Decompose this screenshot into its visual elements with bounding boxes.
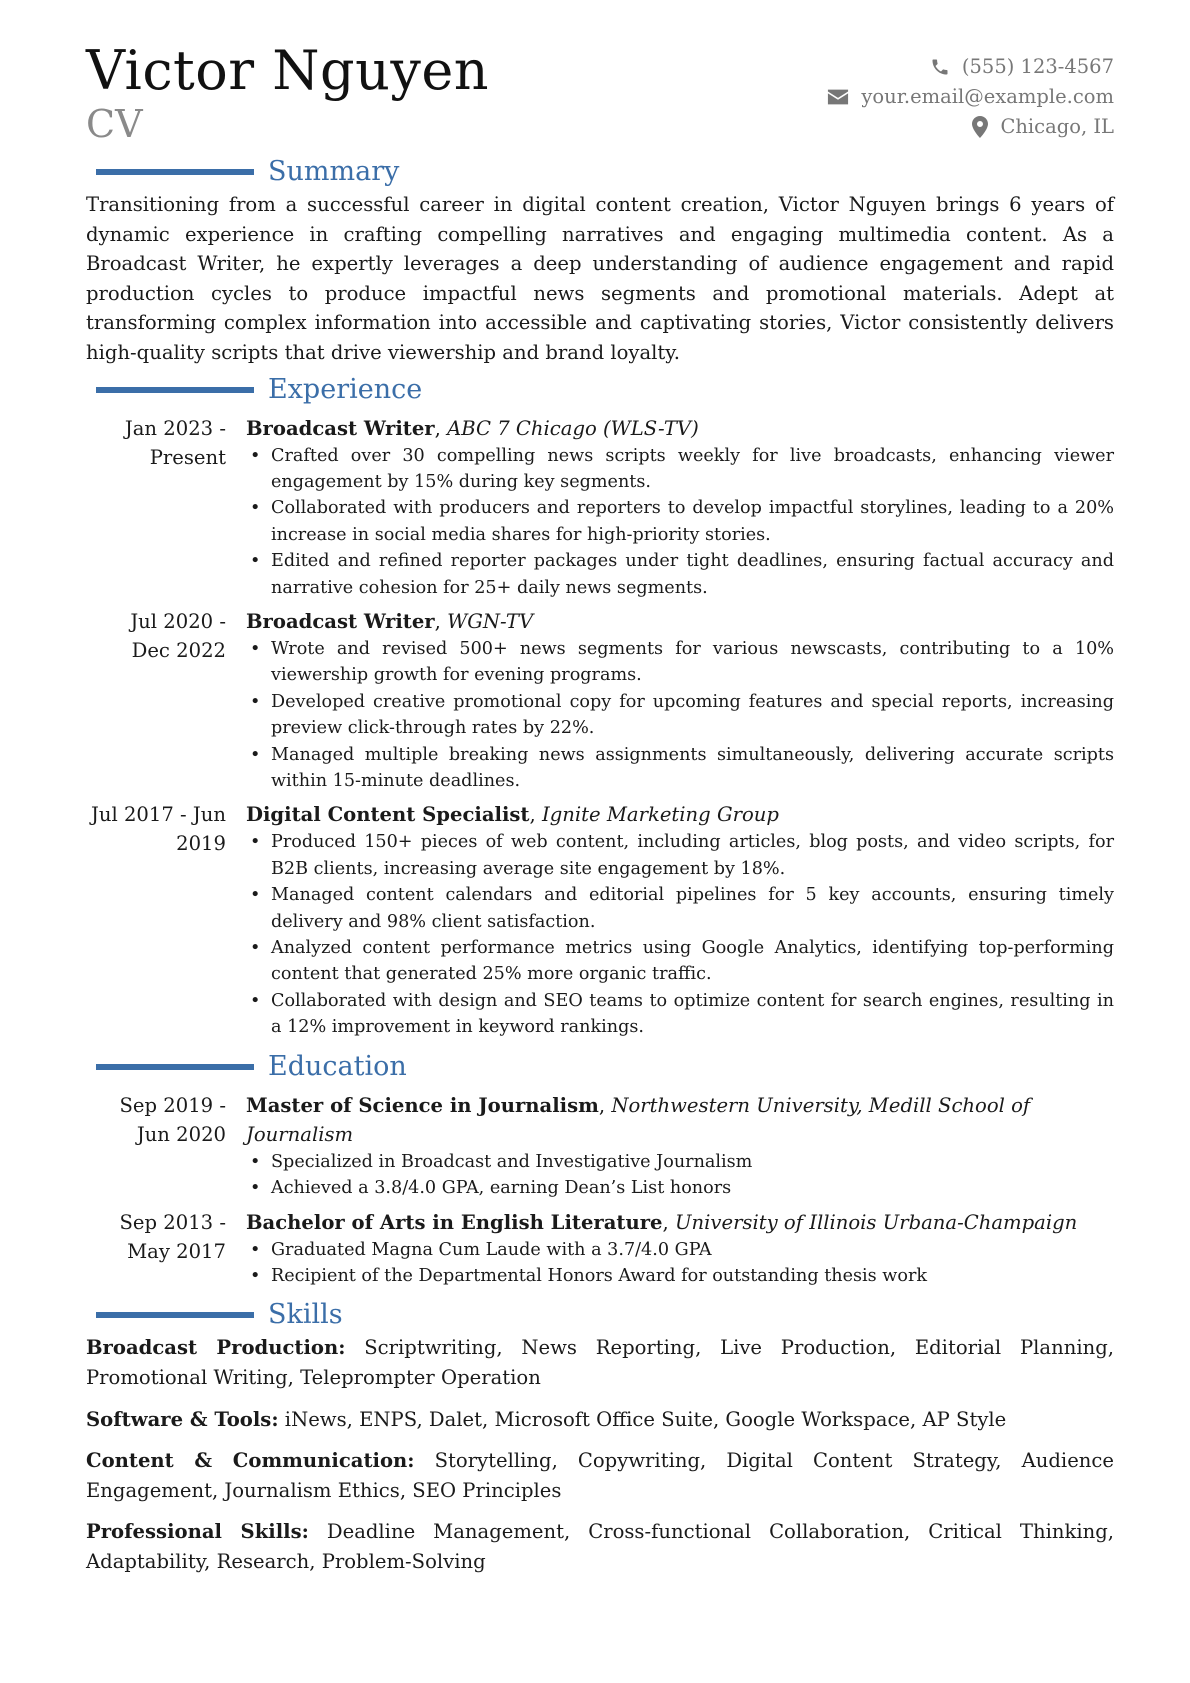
entry-title: Broadcast Writer, ABC 7 Chicago (WLS-TV) (246, 416, 699, 440)
entry-title: Master of Science in Journalism, Northwestern University, Medill School of Journalism (246, 1093, 1031, 1146)
section-divider-bar (96, 387, 254, 393)
entry-bullets (246, 829, 1114, 1040)
entry-role: Broadcast Writer (246, 610, 435, 633)
section-title: Summary (268, 156, 400, 187)
entry-title: Broadcast Writer, WGN-TV (246, 610, 534, 633)
bullet-item: • Developed creative promotional copy for upcoming features and special reports, increasing preview click-through rates by 22%. (246, 689, 1114, 742)
section-experience-heading (86, 372, 1114, 408)
document-subtitle: CV (86, 102, 143, 146)
entry-date: Jul 2020 - Dec 2022 (130, 610, 226, 662)
bullet-item: • Produced 150+ pieces of web content, including articles, blog posts, and video scripts, for B2B clients, increasing average site engagement by 18%. (246, 829, 1114, 882)
entry-date: Sep 2019 - Jun 2020 (119, 1093, 226, 1146)
skill-group (86, 1333, 1114, 1392)
bullet-item: • Managed multiple breaking news assignments simultaneously, delivering accurate scripts within 15-minute deadlines. (246, 742, 1114, 795)
skill-items: Scriptwriting, News Reporting, Live Production, Editorial Planning, Promotional Writing, Teleprompter Operation (86, 1336, 1114, 1389)
contact-location (827, 112, 1114, 142)
entry-degree: Bachelor of Arts in English Literature (246, 1210, 663, 1234)
entry-role: Digital Content Specialist (246, 803, 530, 827)
entry-school: Northwestern University, Medill School of Journalism (246, 1093, 1031, 1146)
entry-org: WGN-TV (447, 610, 534, 633)
bullet-item: • Wrote and revised 500+ news segments for various newscasts, contributing to a 10% viewership growth for evening programs. (246, 636, 1114, 689)
section-title: Experience (268, 373, 423, 405)
section-divider-bar (96, 1312, 254, 1318)
contact-block (827, 52, 1114, 142)
contact-email (827, 82, 1114, 112)
section-divider-bar (96, 1064, 254, 1070)
cv-page (86, 40, 1114, 1588)
phone-text: (555) 123-4567 (961, 55, 1114, 78)
contact-phone (827, 52, 1114, 82)
section-education-heading (86, 1049, 1114, 1085)
entry-date: Jul 2017 - Jun 2019 (90, 803, 226, 856)
envelope-icon (827, 88, 849, 106)
entry-org: ABC 7 Chicago (WLS-TV) (447, 416, 699, 440)
bullet-item: • Collaborated with design and SEO teams to optimize content for search engines, resulting in a 12% improvement in keyword rankings. (246, 988, 1114, 1041)
skill-items: iNews, ENPS, Dalet, Microsoft Office Suite, Google Workspace, AP Style (284, 1407, 1007, 1431)
section-title: Skills (268, 1299, 343, 1331)
skill-group (86, 1517, 1114, 1576)
entry-title: Bachelor of Arts in English Literature, University of Illinois Urbana-Champaign (246, 1210, 1078, 1234)
experience-entry (86, 800, 1114, 1040)
entry-title: Digital Content Specialist, Ignite Marketing Group (246, 803, 779, 827)
skill-items: Deadline Management, Cross-functional Collaboration, Critical Thinking, Adaptability, Research, Problem-Solving (86, 1520, 1115, 1573)
section-divider-bar (96, 169, 254, 175)
skill-items: Storytelling, Copywriting, Digital Content Strategy, Audience Engagement, Journalism Ethics, SEO Principles (86, 1449, 1114, 1502)
email-link[interactable]: your.email@example.com (861, 85, 1114, 108)
bullet-item: • Recipient of the Departmental Honors Award for outstanding thesis work (246, 1263, 1114, 1289)
candidate-name: Victor Nguyen (86, 39, 490, 102)
entry-degree: Master of Science in Journalism (246, 1093, 599, 1117)
entry-role: Broadcast Writer (246, 416, 435, 440)
entry-date: Sep 2013 - May 2017 (119, 1210, 226, 1263)
entry-bullets (246, 636, 1114, 794)
skill-category: Professional Skills: (86, 1520, 309, 1544)
header (86, 40, 1114, 152)
education-entry (86, 1091, 1114, 1202)
section-skills-heading (86, 1297, 1114, 1333)
entry-bullets (246, 1149, 1114, 1202)
experience-entry (86, 607, 1114, 794)
bullet-item: • Edited and refined reporter packages under tight deadlines, ensuring factual accuracy and narrative cohesion for 25+ daily news segments. (246, 548, 1114, 601)
skill-group (86, 1446, 1114, 1505)
skill-category: Broadcast Production: (86, 1336, 346, 1360)
bullet-item: • Managed content calendars and editorial pipelines for 5 key accounts, ensuring timely delivery and 98% client satisfaction. (246, 882, 1114, 935)
bullet-item: • Analyzed content performance metrics using Google Analytics, identifying top-performing content that generated 25% more organic traffic. (246, 935, 1114, 988)
entry-bullets (246, 443, 1114, 601)
skill-category: Software & Tools: (86, 1407, 279, 1431)
map-pin-icon (972, 116, 988, 138)
entry-date: Jan 2023 - Present (124, 416, 226, 469)
experience-entry (86, 414, 1114, 601)
entry-org: Ignite Marketing Group (541, 803, 779, 827)
education-entry (86, 1208, 1114, 1290)
entry-school: University of Illinois Urbana-Champaign (675, 1210, 1078, 1234)
bullet-item: • Collaborated with producers and reporters to develop impactful storylines, leading to a 20% increase in social media shares for high-priority stories. (246, 495, 1114, 548)
phone-icon (930, 57, 950, 77)
section-title: Education (268, 1050, 407, 1082)
skill-group (86, 1405, 1114, 1435)
section-summary-heading (86, 154, 1114, 190)
location-text: Chicago, IL (1000, 115, 1114, 138)
summary-text: Transitioning from a successful career in digital content creation, Victor Nguyen brings 6 years of dynamic experience in crafting compelling narratives and engaging multimedia content. As a Broadcast Writer, he expertly leverages a deep understanding of audience engagement and rapid production cycles to produce impactful news segments and promotional materials. Adept at transforming complex information into accessible and captivating stories, Victor consistently delivers high-quality scripts that drive viewership and brand loyalty. (86, 193, 1114, 364)
bullet-item: • Graduated Magna Cum Laude with a 3.7/4.0 GPA (246, 1237, 1114, 1263)
bullet-item: • Specialized in Broadcast and Investigative Journalism (246, 1149, 1114, 1175)
bullet-item: • Achieved a 3.8/4.0 GPA, earning Dean’s List honors (246, 1175, 1114, 1201)
bullet-item: • Crafted over 30 compelling news scripts weekly for live broadcasts, enhancing viewer engagement by 15% during key segments. (246, 443, 1114, 496)
skill-category: Content & Communication: (86, 1449, 415, 1473)
entry-bullets (246, 1237, 1114, 1290)
